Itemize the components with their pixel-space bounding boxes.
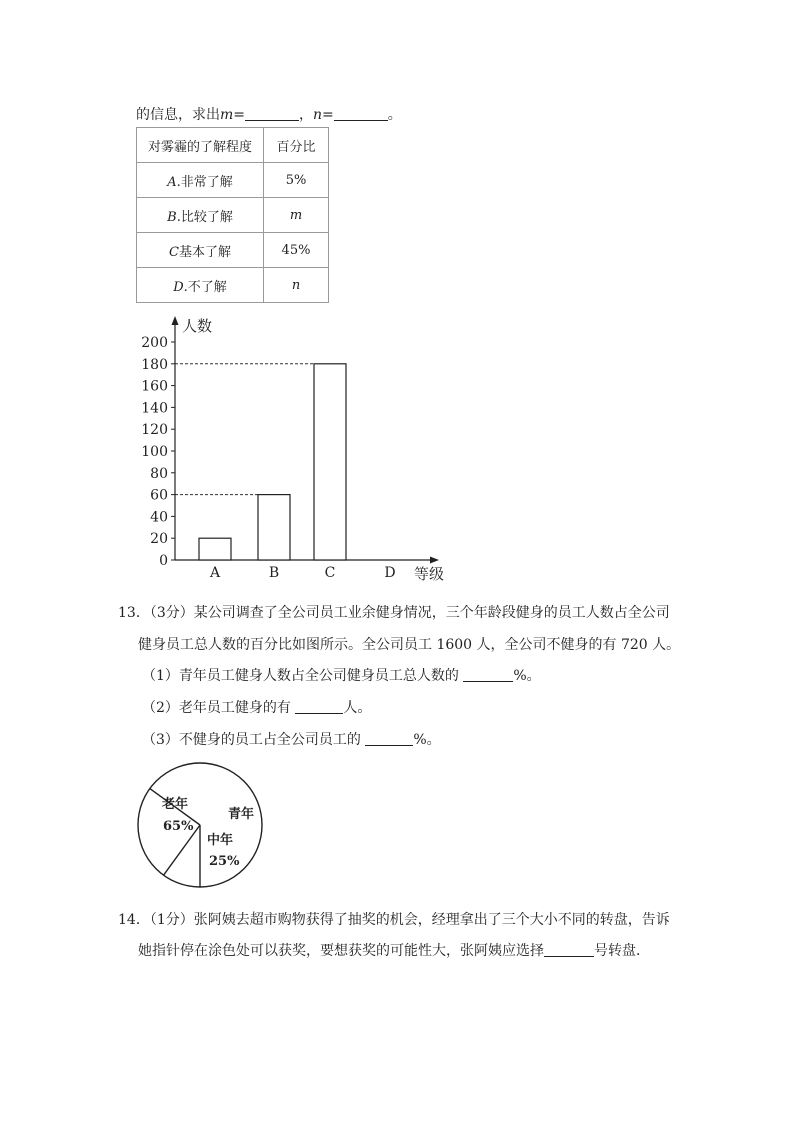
q13-blank-3[interactable] [365,731,413,746]
y-tick-label: 180 [141,356,168,373]
y-axis-arrow [172,316,179,325]
pie-label-old: 老年 [162,797,189,812]
y-tick-label: 140 [141,400,168,417]
n-variable: n [313,107,323,123]
y-tick-label: 40 [150,509,168,526]
table-header-percent: 百分比 [264,128,329,163]
table-cell-percent: 5% [264,163,329,198]
table-cell-level: A.非常了解 [137,163,264,198]
table-cell-percent: 45% [264,233,329,268]
q13-blank-1[interactable] [463,667,513,682]
table-cell-level: B.比较了解 [137,198,264,233]
table-row [137,198,329,233]
table-row [137,268,329,303]
table-row [137,163,329,198]
y-tick-label: 160 [141,378,168,395]
x-tick-label: A [209,565,221,581]
x-tick-label: D [384,565,396,581]
y-tick-label: 0 [159,553,168,569]
table-cell-level: D.不了解 [137,268,264,303]
x-tick-label: C [324,565,336,581]
m-variable: m [220,107,234,123]
table-cell-percent: m [264,198,329,233]
q14-line1: 14．（1分）张阿姨去超市购物获得了抽奖的机会，经理拿出了三个大小不同的转盘，告诉 [118,912,670,928]
table-cell-percent: n [264,268,329,303]
bar [258,495,290,560]
q14-line2: 她指针停在涂色处可以获奖，要想获奖的可能性大，张阿姨应选择 号转盘． [138,943,650,959]
y-axis-label: 人数 [182,317,213,335]
pie-label-youth: 青年 [228,807,255,822]
q14-blank[interactable] [544,942,594,957]
y-tick-label: 120 [141,422,168,439]
pie-chart-plot [138,763,262,887]
q13-blank-2[interactable] [295,699,343,714]
q12-tail-line: 的信息，求出m= ，n= 。 [136,107,402,123]
q13-line1: 13．（3分）某公司调查了全公司员工业余健身情况，三个年龄段健身的员工人数占全公司 [118,605,670,621]
bar [199,538,231,560]
m-answer-blank[interactable] [245,106,299,121]
q12-prefix: 的信息，求出 [136,107,220,123]
bar [314,364,346,560]
q13-sub1: （1）青年员工健身人数占全公司健身员工总人数的 %。 [142,668,541,684]
q13-sub3: （3）不健身的员工占全公司员工的 %。 [142,732,441,748]
y-tick-label: 100 [141,444,168,460]
haze-understanding-table [136,127,329,303]
bar-chart [140,312,452,588]
q13-sub2: （2）老年员工健身的有 人。 [142,700,372,716]
y-tick-label: 20 [150,531,168,548]
pie-value-middle: 25% [209,854,240,869]
bar-chart-plot [141,316,439,581]
pie-chart [130,758,276,892]
y-tick-label: 80 [150,465,168,482]
y-tick-label: 60 [150,487,168,504]
pie-label-middle: 中年 [207,833,234,848]
n-answer-blank[interactable] [334,106,388,121]
pie-value-old: 65% [163,819,194,834]
table-header-row [137,128,329,163]
x-axis-arrow [430,557,439,564]
x-axis-label: 等级 [414,565,445,583]
y-tick-label: 200 [141,335,168,351]
x-tick-label: B [268,565,280,581]
table-header-level: 对雾霾的了解程度 [137,128,264,163]
table-row [137,233,329,268]
q13-line2: 健身员工总人数的百分比如图所示。全公司员工 1600 人，全公司不健身的有 720 人。 [138,637,681,653]
table-cell-level: C基本了解 [137,233,264,268]
